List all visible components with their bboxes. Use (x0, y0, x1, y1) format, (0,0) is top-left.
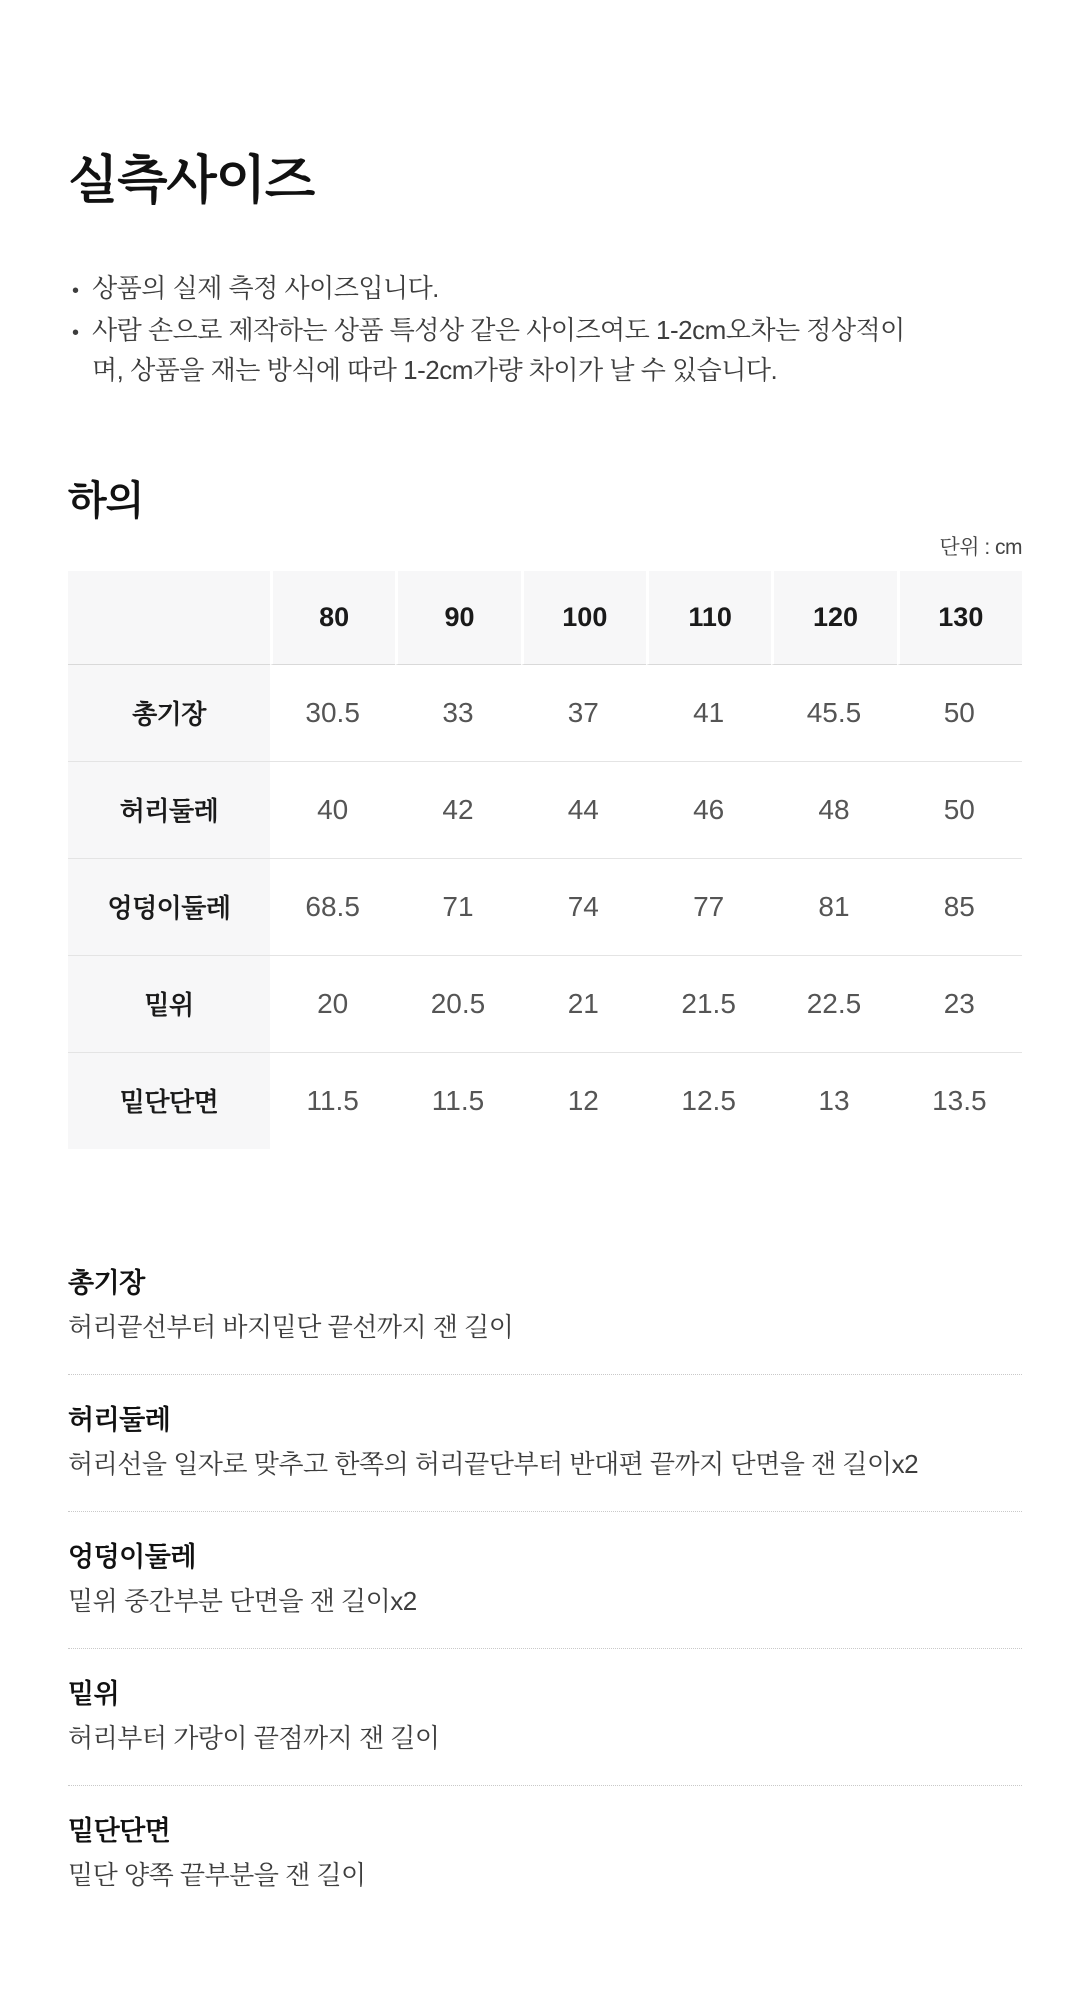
section-title-bottoms: 하의 (68, 478, 144, 523)
size-column-header: 90 (395, 571, 520, 665)
size-value-cell: 13 (818, 1084, 850, 1116)
size-value-cell: 30.5 (270, 665, 395, 762)
size-table-corner-cell (68, 571, 270, 665)
note-text: 상품의 실제 측정 사이즈입니다. (92, 272, 439, 303)
measurement-guides (68, 1267, 1022, 1922)
guide-item (68, 1815, 1022, 1922)
size-value-cell: 33 (395, 665, 520, 762)
bullet-icon (72, 268, 79, 308)
guide-term: 총기장 (68, 1267, 145, 1298)
guide-item (68, 1541, 1022, 1649)
size-value-cell: 48 (771, 762, 896, 859)
guide-term: 엉덩이둘레 (68, 1541, 196, 1572)
size-column-header: 130 (897, 571, 1022, 665)
size-value-cell: 40 (270, 762, 395, 859)
size-value-cell: 20 (270, 956, 395, 1053)
size-column-header: 120 (771, 571, 896, 665)
guide-term: 밑위 (68, 1678, 120, 1709)
size-value-cell: 50 (897, 665, 1022, 762)
guide-description: 허리선을 일자로 맞추고 한쪽의 허리끝단부터 반대편 끝까지 단면을 잰 길이x2 (68, 1449, 919, 1480)
size-value-cell: 41 (646, 665, 771, 762)
size-value-cell: 50 (897, 762, 1022, 859)
size-value-cell: 13.5 (932, 1084, 987, 1116)
size-table-row (68, 665, 1022, 762)
note-item (68, 310, 928, 391)
guide-description: 밑위 중간부분 단면을 잰 길이x2 (68, 1586, 417, 1617)
note-item (68, 268, 928, 308)
size-value-cell: 74 (521, 859, 646, 956)
size-value-cell: 81 (771, 859, 896, 956)
size-table-body (68, 665, 1022, 1149)
size-row-label: 총기장 (68, 665, 270, 762)
size-value-cell: 45.5 (771, 665, 896, 762)
guide-item (68, 1678, 1022, 1786)
size-value-cell: 12.5 (681, 1084, 736, 1116)
note-text: 사람 손으로 제작하는 상품 특성상 같은 사이즈여도 1-2cm오차는 정상적이며, 상품을 재는 방식에 따라 1-2cm가량 차이가 날 수 있습니다. (92, 315, 905, 386)
guide-description: 밑단 양쪽 끝부분을 잰 길이 (68, 1860, 366, 1891)
size-table-row (68, 1053, 1022, 1149)
guide-description: 허리끝선부터 바지밑단 끝선까지 잰 길이 (68, 1312, 514, 1343)
page-title: 실측사이즈 (68, 152, 315, 210)
size-table-header-row (68, 571, 1022, 665)
size-row-label: 밑단단면 (68, 1053, 270, 1149)
size-table (68, 571, 1022, 1149)
size-value-cell: 68.5 (270, 859, 395, 956)
unit-label: 단위 : cm (939, 535, 1022, 559)
size-row-label: 밑위 (68, 956, 270, 1053)
size-column-header: 80 (270, 571, 395, 665)
size-value-cell: 71 (395, 859, 520, 956)
guide-description: 허리부터 가랑이 끝점까지 잰 길이 (68, 1723, 440, 1754)
size-table-row (68, 956, 1022, 1053)
size-value-cell: 23 (897, 956, 1022, 1053)
guide-item (68, 1404, 1022, 1512)
size-value-cell: 44 (521, 762, 646, 859)
guide-term: 밑단단면 (68, 1816, 171, 1846)
size-row-label: 엉덩이둘레 (68, 859, 270, 956)
guide-item (68, 1267, 1022, 1375)
size-value-cell: 22.5 (771, 956, 896, 1053)
size-table-row (68, 762, 1022, 859)
bullet-icon (72, 310, 79, 350)
size-column-header: 100 (521, 571, 646, 665)
size-value-cell: 77 (646, 859, 771, 956)
size-value-cell: 42 (395, 762, 520, 859)
guide-term: 허리둘레 (68, 1404, 171, 1435)
size-value-cell: 21 (521, 956, 646, 1053)
size-column-header: 110 (646, 571, 771, 665)
size-value-cell: 11.5 (306, 1084, 359, 1116)
size-value-cell: 11.5 (431, 1084, 485, 1116)
size-value-cell: 85 (897, 859, 1022, 956)
size-row-label: 허리둘레 (68, 762, 270, 859)
size-table-row (68, 859, 1022, 956)
size-value-cell: 46 (646, 762, 771, 859)
notes-list (68, 268, 928, 391)
size-value-cell: 21.5 (646, 956, 771, 1053)
size-value-cell: 12 (567, 1084, 599, 1116)
size-value-cell: 20.5 (395, 956, 520, 1053)
size-value-cell: 37 (521, 665, 646, 762)
